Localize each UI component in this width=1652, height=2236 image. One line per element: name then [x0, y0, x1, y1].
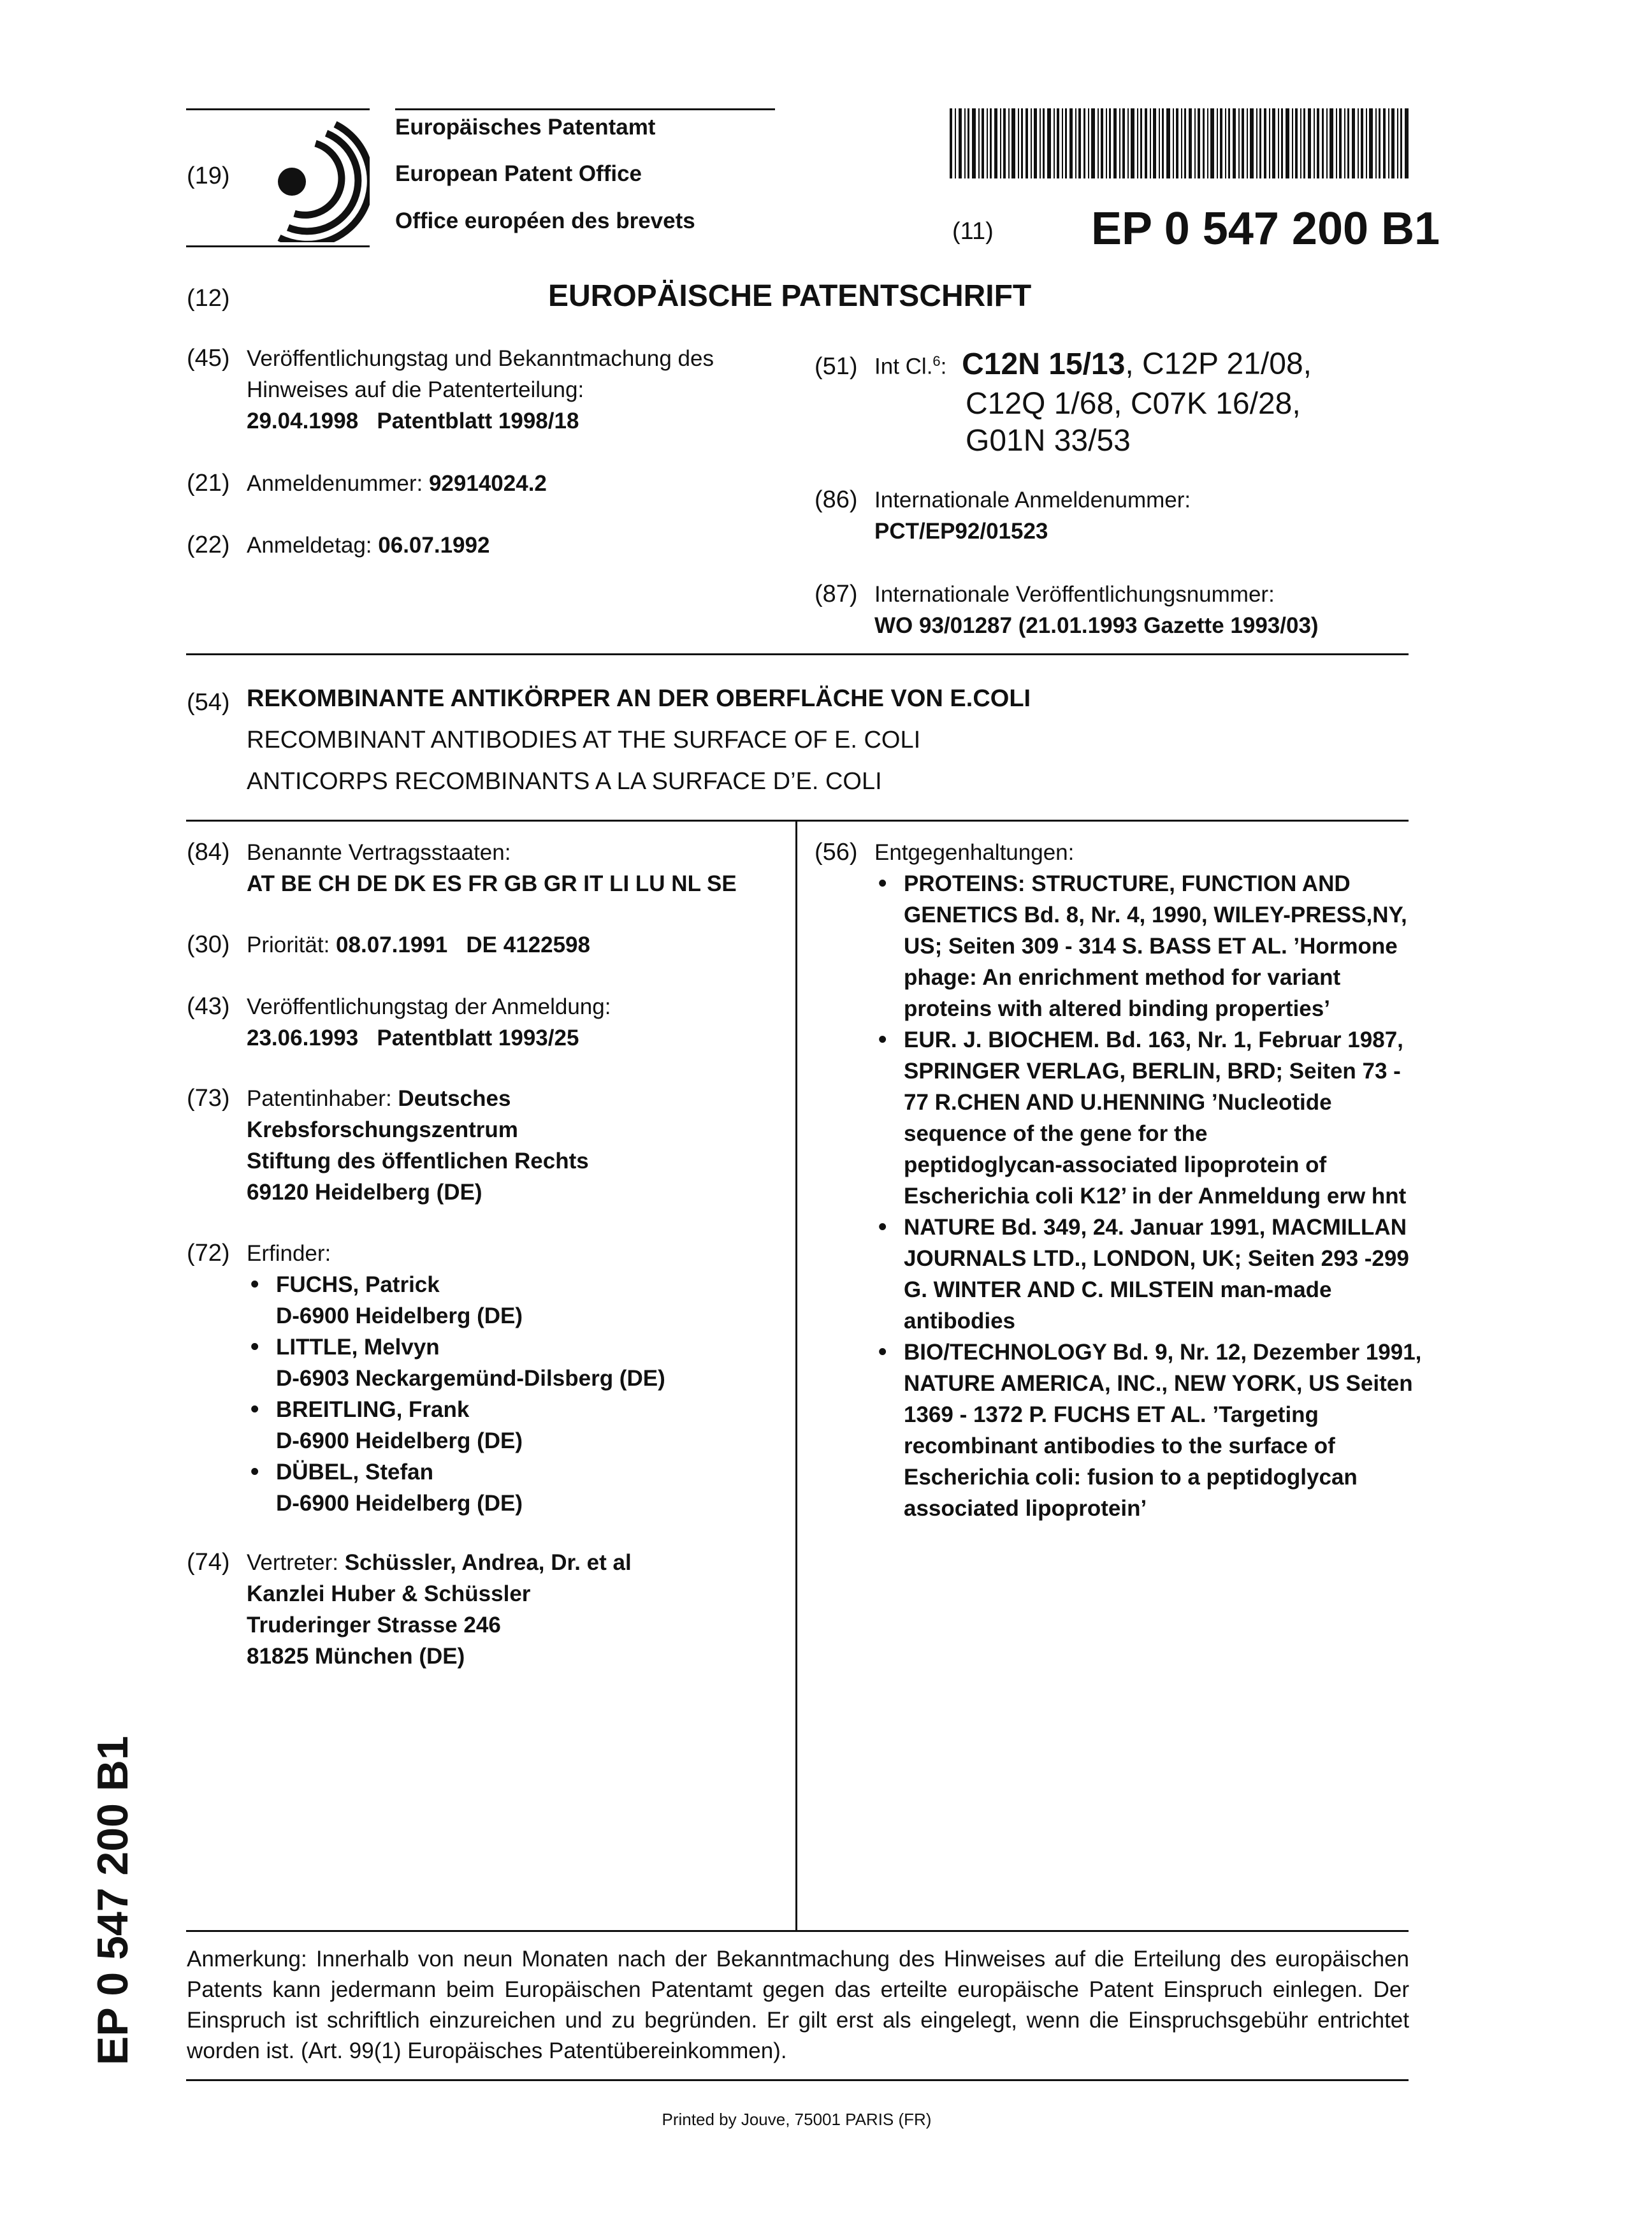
field-51-line3: G01N 33/53: [966, 423, 1131, 458]
citation-item: • EUR. J. BIOCHEM. Bd. 163, Nr. 1, Februar 1987, SPRINGER VERLAG, BERLIN, BRD; Seiten 73 - 77 R.CHEN AND U.HENNING ’Nucleotide sequence of the gene for the peptidoglycan-associated lipoprotein of Escherichia coli K12’ in der Anmeldung erw hnt: [874, 1024, 1426, 1212]
field-74-label: Vertreter:: [247, 1550, 338, 1575]
office-name-en: European Patent Office: [395, 161, 642, 186]
field-51-main-class: C12N 15/13: [962, 347, 1126, 381]
field-22-value: 06.07.1992: [378, 533, 490, 558]
owner-line-3: Stiftung des öffentlichen Rechts: [247, 1149, 589, 1173]
field-86-value: PCT/EP92/01523: [874, 519, 1048, 544]
office-name-de: Europäisches Patentamt: [395, 115, 656, 140]
field-21-code: (21): [187, 470, 230, 497]
field-43-code: (43): [187, 993, 230, 1020]
header-rule-right: [395, 108, 775, 110]
owner-line-1: Deutsches: [398, 1086, 511, 1111]
rule-after-biblio: [186, 653, 1409, 655]
barcode: [950, 108, 1409, 178]
owner-line-2: Krebsforschungszentrum: [247, 1117, 518, 1142]
field-72-label: Erfinder:: [247, 1241, 331, 1266]
office-name-fr: Office européen des brevets: [395, 208, 695, 233]
code-12: (12): [187, 285, 230, 312]
inventor-item: [247, 1332, 786, 1394]
field-45-value: 29.04.1998 Patentblatt 1998/18: [247, 409, 579, 433]
citation-item: • NATURE Bd. 349, 24. Januar 1991, MACMILLAN JOURNALS LTD., LONDON, UK; Seiten 293 -299 G. WINTER AND C. MILSTEIN man-made antibodies: [874, 1212, 1426, 1337]
code-11: (11): [952, 218, 994, 245]
header-rule-left: [186, 108, 370, 110]
field-54-code: (54): [187, 689, 230, 716]
title-de: REKOMBINANTE ANTIKÖRPER AN DER OBERFLÄCHE VON E.COLI: [247, 685, 1031, 712]
field-21: [187, 468, 792, 499]
field-73: [187, 1083, 786, 1208]
field-43: [187, 991, 786, 1054]
code-19: (19): [187, 163, 230, 189]
field-87-code: (87): [815, 581, 858, 607]
inventor-place: D-6903 Neckargemünd-Dilsberg (DE): [276, 1366, 665, 1391]
title-fr: ANTICORPS RECOMBINANTS A LA SURFACE D’E. COLI: [247, 768, 882, 795]
citation-item: • PROTEINS: STRUCTURE, FUNCTION AND GENETICS Bd. 8, Nr. 4, 1990, WILEY-PRESS,NY, US; Seiten 309 - 314 S. BASS ET AL. ’Hormone phage: An enrichment method for variant proteins with altered binding properties’: [874, 868, 1426, 1024]
field-86-code: (86): [815, 486, 858, 513]
printer-line: Printed by Jouve, 75001 PARIS (FR): [662, 2110, 932, 2129]
field-87: [815, 579, 1426, 641]
field-51-line2: C12Q 1/68, C07K 16/28,: [966, 386, 1301, 421]
field-72: [187, 1238, 786, 1519]
field-30-label: Priorität:: [247, 933, 330, 957]
citation-item: • BIO/TECHNOLOGY Bd. 9, Nr. 12, Dezember 1991, NATURE AMERICA, INC., NEW YORK, US Seiten 1369 - 1372 P. FUCHS ET AL. ’Targeting recombinant antibodies to the surface of Escherichia coli: fusion to a peptidoglycan associated lipoprotein’: [874, 1337, 1426, 1524]
inventor-name: • FUCHS, Patrick: [276, 1272, 440, 1297]
inventor-name: • BREITLING, Frank: [276, 1397, 470, 1422]
field-84: [187, 837, 786, 899]
field-73-label: Patentinhaber:: [247, 1086, 392, 1111]
rule-before-note: [186, 1930, 1409, 1932]
field-74: [187, 1547, 786, 1672]
epo-logo-icon: [255, 118, 370, 242]
field-87-value: WO 93/01287 (21.01.1993 Gazette 1993/03): [874, 613, 1319, 638]
inventor-item: [247, 1456, 786, 1519]
field-51-label: Int Cl.: [874, 354, 933, 379]
owner-line-4: 69120 Heidelberg (DE): [247, 1180, 482, 1205]
inventor-place: D-6900 Heidelberg (DE): [276, 1303, 523, 1328]
field-86-label: Internationale Anmeldenummer:: [874, 488, 1191, 512]
field-74-code: (74): [187, 1549, 230, 1576]
field-45-label: Veröffentlichungstag und Bekanntmachung des Hinweises auf die Patenterteilung:: [247, 346, 714, 402]
field-43-label: Veröffentlichungstag der Anmeldung:: [247, 994, 611, 1019]
field-30-value: 08.07.1991 DE 4122598: [336, 933, 590, 957]
field-51-classes: , C12P 21/08,: [1125, 347, 1312, 381]
field-51-edition: 6: [932, 353, 941, 369]
inventor-name: • LITTLE, Melvyn: [276, 1335, 440, 1360]
title-en: RECOMBINANT ANTIBODIES AT THE SURFACE OF E. COLI: [247, 727, 921, 753]
column-divider: [795, 820, 797, 1930]
field-54: [187, 678, 1398, 802]
rule-after-title: [186, 820, 1409, 822]
agent-line-1: Schüssler, Andrea, Dr. et al: [344, 1550, 632, 1575]
field-51: (51) Int Cl.$^6$: C12N 15/13, C12P 21/08, C12Q 1/68, C07K 16/28, G01N 33/53: [815, 343, 1426, 460]
field-43-value: 23.06.1993 Patentblatt 1993/25: [247, 1026, 579, 1050]
field-30-code: (30): [187, 931, 230, 958]
inventor-place: D-6900 Heidelberg (DE): [276, 1428, 523, 1453]
field-45: [187, 343, 792, 437]
publication-number: EP 0 547 200 B1: [1091, 203, 1440, 254]
field-22-label: Anmeldetag:: [247, 533, 372, 558]
field-84-label: Benannte Vertragsstaaten:: [247, 840, 511, 865]
agent-line-3: Truderinger Strasse 246: [247, 1613, 501, 1637]
document-type: EUROPÄISCHE PATENTSCHRIFT: [548, 279, 1032, 313]
field-84-value: AT BE CH DE DK ES FR GB GR IT LI LU NL SE: [247, 871, 737, 896]
inventor-name: • DÜBEL, Stefan: [276, 1460, 433, 1485]
field-22-code: (22): [187, 532, 230, 558]
inventor-place: D-6900 Heidelberg (DE): [276, 1491, 523, 1516]
rule-before-printer: [186, 2079, 1409, 2081]
field-86: [815, 484, 1426, 547]
agent-line-4: 81825 München (DE): [247, 1644, 465, 1669]
field-56-label: Entgegenhaltungen:: [874, 840, 1075, 865]
field-84-code: (84): [187, 839, 230, 866]
header-rule-left-bottom: [186, 245, 370, 247]
legal-note: Anmerkung: Innerhalb von neun Monaten nach der Bekanntmachung des Hinweises auf die Erteilung des europäischen Patents kann jedermann beim Europäischen Patentamt gegen das erteilte europäische Patent Einspruch einlegen. Der Einspruch ist schriftlich einzureichen und zu begründen. Er gilt erst als eingelegt, wenn die Einspruchsgebühr entrichtet worden ist. (Art. 99(1) Europäisches Patentübereinkommen).: [187, 1947, 1409, 2063]
field-56: [815, 837, 1426, 1524]
field-73-code: (73): [187, 1085, 230, 1112]
field-21-label: Anmeldenummer:: [247, 471, 423, 496]
agent-line-2: Kanzlei Huber & Schüssler: [247, 1581, 531, 1606]
field-21-value: 92914024.2: [428, 471, 547, 496]
field-72-code: (72): [187, 1240, 230, 1267]
field-87-label: Internationale Veröffentlichungsnummer:: [874, 582, 1275, 607]
inventor-item: [247, 1394, 786, 1456]
inventor-item: [247, 1269, 786, 1332]
field-51-code: (51): [815, 353, 858, 380]
side-publication-number: EP 0 547 200 B1: [89, 1736, 137, 2065]
field-45-code: (45): [187, 345, 230, 372]
field-30: [187, 929, 786, 961]
field-56-code: (56): [815, 839, 858, 866]
field-22: [187, 530, 792, 561]
